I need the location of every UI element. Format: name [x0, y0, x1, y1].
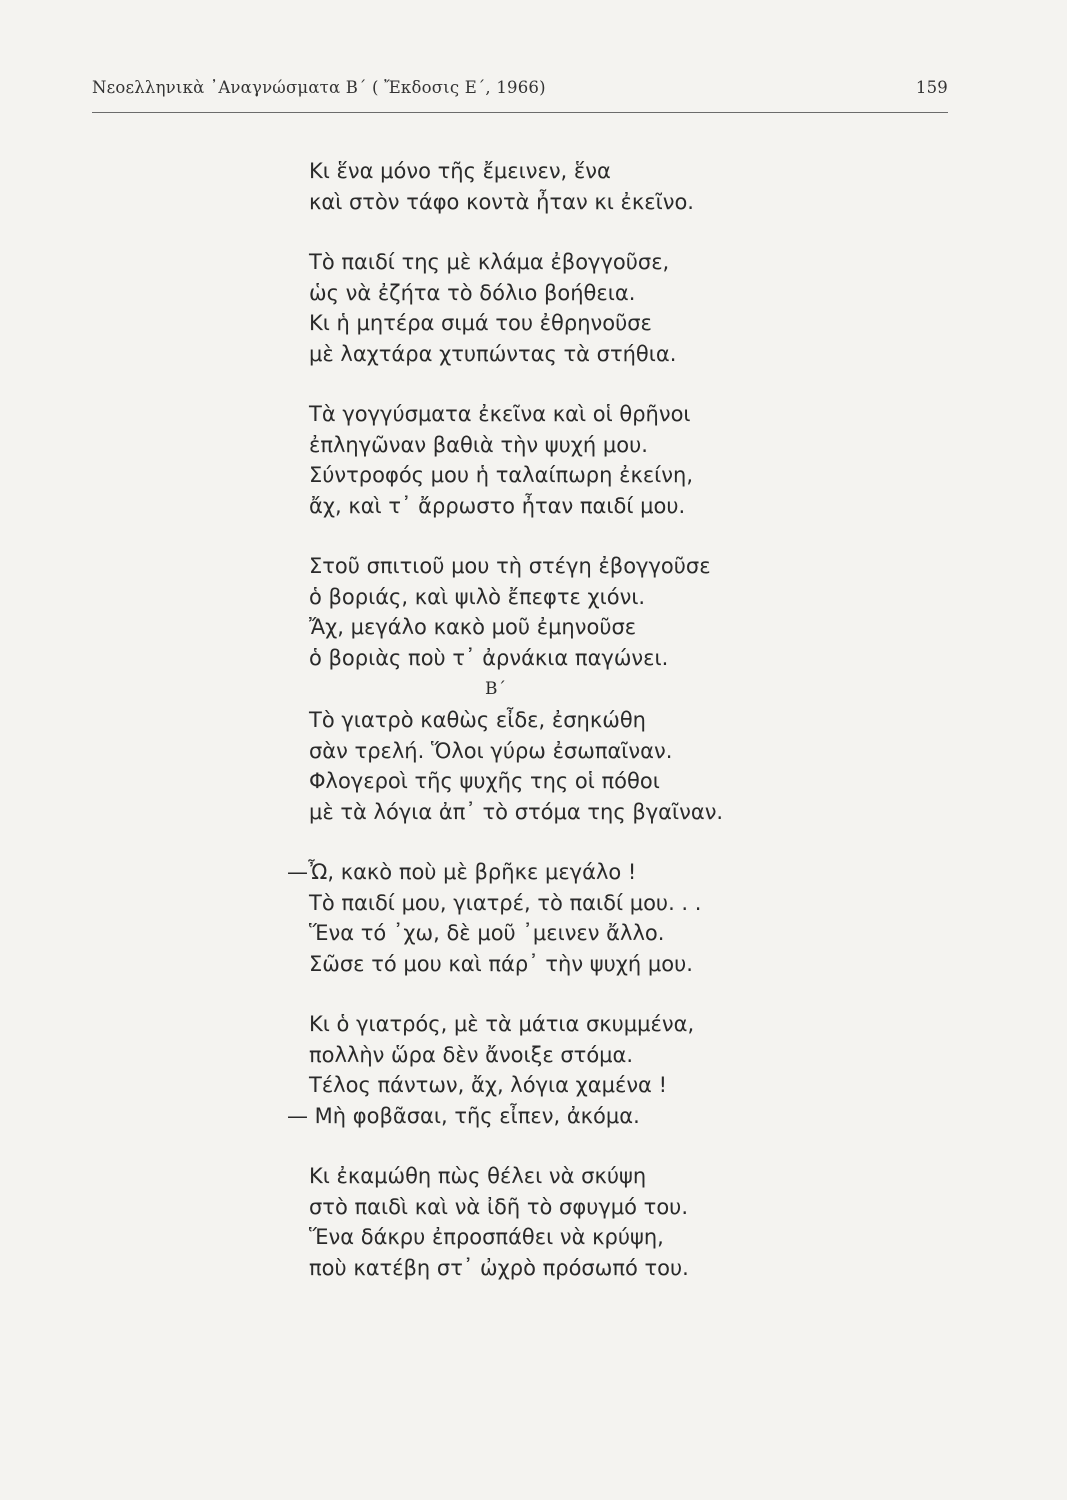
poem-body: [287, 156, 909, 1313]
poem-line: ἄχ, καὶ τ᾿ ἄρρωστο ἦταν παιδί μου.: [309, 493, 686, 518]
book-title: Νεοελληνικὰ ᾿Αναγνώσματα Β΄ ( Ἔκδοσις Ε΄, 1966): [92, 78, 546, 97]
poem-line: Κι ὁ γιατρός, μὲ τὰ μάτια σκυμμένα,: [309, 1012, 695, 1036]
poem-line: ὁ βοριὰς ποὺ τ᾿ ἀρνάκια παγώνει.: [309, 645, 669, 670]
page-number: 159: [915, 78, 948, 97]
poem-line: Τὸ παιδί της μὲ κλάμα ἐβογγοῦσε,: [309, 250, 670, 274]
poem-line: Σύντροφός μου ἡ ταλαίπωρη ἐκείνη,: [309, 463, 693, 487]
poem-line: Κι ἕνα μόνο τῆς ἔμεινεν, ἕνα: [309, 159, 611, 183]
poem-line: Σῶσε τό μου καὶ πάρ᾿ τὴν ψυχή μου.: [309, 951, 693, 976]
poem-line: Ἕνα τό ᾿χω, δὲ μοῦ ᾿μεινεν ἄλλο.: [309, 921, 665, 945]
poem-line: Κι ἡ μητέρα σιμά του ἐθρηνοῦσε: [309, 311, 652, 335]
poem-line: ποὺ κατέβη στ᾿ ὠχρὸ πρόσωπό του.: [309, 1255, 689, 1280]
running-header: [92, 78, 948, 97]
poem-line: Ἕνα δάκρυ ἐπροσπάθει νὰ κρύψη,: [309, 1225, 664, 1249]
section-marker: Β΄: [485, 679, 506, 699]
poem-line: Τὸ παιδί μου, γιατρέ, τὸ παιδί μου. . .: [309, 890, 702, 915]
poem-line: μὲ λαχτάρα χτυπώντας τὰ στήθια.: [309, 341, 677, 366]
poem-line: Ἄχ, μεγάλο κακὸ μοῦ ἐμηνοῦσε: [309, 615, 637, 639]
poem-line: ὡς νὰ ἐζήτα τὸ δόλιο βοήθεια.: [309, 280, 636, 305]
poem-line: Κι ἐκαμώθη πὼς θέλει νὰ σκύψη: [309, 1164, 647, 1188]
poem-line: ἐπληγῶναν βαθιὰ τὴν ψυχή μου.: [309, 432, 648, 457]
stanza: [309, 1161, 909, 1283]
poem-line: Στοῦ σπιτιοῦ μου τὴ στέγη ἐβογγοῦσε: [309, 554, 711, 578]
poem-line: —Ὦ, κακὸ ποὺ μὲ βρῆκε μεγάλο !: [287, 860, 637, 884]
poem-line: πολλὴν ὥρα δὲν ἄνοιξε στόμα.: [309, 1042, 634, 1067]
stanza: [287, 857, 909, 979]
stanza: [309, 399, 909, 521]
poem-line: — Μὴ φοβᾶσαι, τῆς εἶπεν, ἀκόμα.: [287, 1103, 640, 1128]
stanza: [287, 1009, 909, 1131]
poem-line: μὲ τὰ λόγια ἀπ᾿ τὸ στόμα της βγαῖναν.: [309, 799, 724, 824]
poem-line: καὶ στὸν τάφο κοντὰ ἦταν κι ἐκεῖνο.: [309, 189, 694, 214]
poem-line: Τέλος πάντων, ἄχ, λόγια χαμένα !: [309, 1073, 667, 1097]
stanza: [309, 705, 909, 827]
stanza: [309, 247, 909, 369]
poem-line: στὸ παιδὶ καὶ νὰ ἰδῆ τὸ σφυγμό του.: [309, 1194, 688, 1219]
poem-line: Τὸ γιατρὸ καθὼς εἶδε, ἐσηκώθη: [309, 708, 646, 732]
poem-line: σὰν τρελή. Ὅλοι γύρω ἐσωπαῖναν.: [309, 738, 673, 763]
poem-line: Τὰ γογγύσματα ἐκεῖνα καὶ οἱ θρῆνοι: [309, 402, 691, 426]
header-rule: [92, 112, 948, 113]
stanza: [309, 156, 909, 217]
stanza: [309, 551, 909, 673]
poem-line: ὁ βοριάς, καὶ ψιλὸ ἔπεφτε χιόνι.: [309, 584, 646, 609]
poem-line: Φλογεροὶ τῆς ψυχῆς της οἱ πόθοι: [309, 769, 660, 793]
